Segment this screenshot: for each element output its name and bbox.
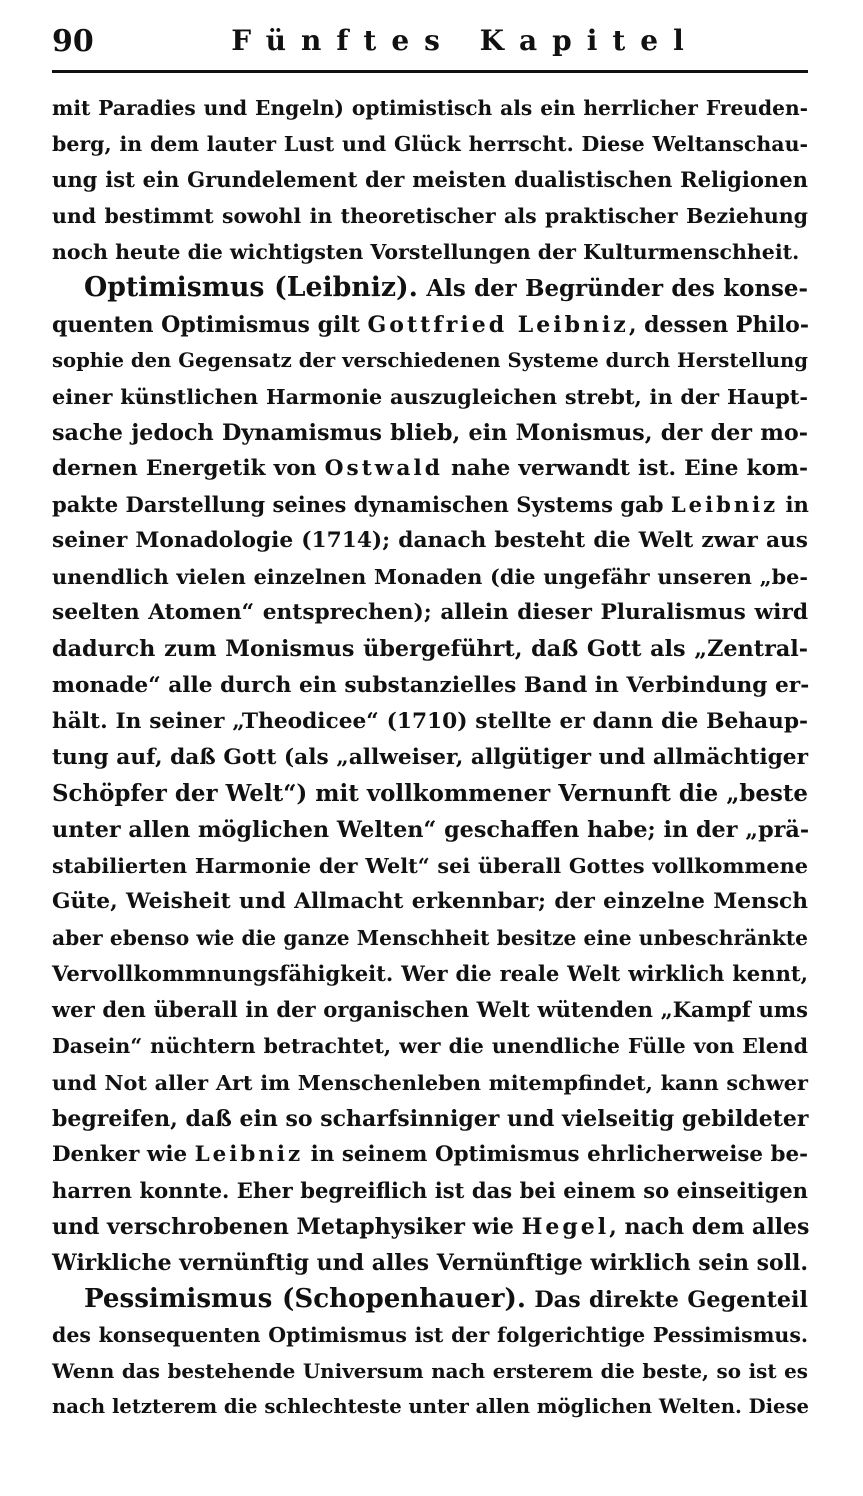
text-segment: nahe verwandt ist. Eine kom- [442, 455, 808, 481]
text-line: sophie den Gegensatz der verschiedenen Systeme durch Herstellung [52, 348, 808, 372]
text-line: seiner Monadologie (1714); danach besteht die Welt zwar aus [52, 528, 808, 554]
text-segment: quenten Optimismus gilt [52, 311, 368, 338]
person-name: Gottfried Leibniz [367, 311, 629, 338]
text-line: Dasein“ nüchtern betrachtet, wer die unendliche Fülle von Elend [52, 1034, 808, 1059]
text-segment: , dessen Philo- [628, 311, 809, 338]
text-line [52, 487, 808, 523]
text-line: aber ebenso wie die ganze Menschheit besitze eine unbeschränkte [52, 926, 808, 951]
text-line: stabilierten Harmonie der Welt“ sei überall Gottes vollkommene [52, 852, 808, 878]
text-line: tung auf, daß Gott (als „allweiser, allgütiger und allmächtiger [52, 744, 808, 770]
text-line [52, 1137, 808, 1173]
text-segment: in seinem Optimismus ehrlicherweise be- [303, 1141, 808, 1167]
section-heading-optimism: Optimismus (Leibniz). [84, 272, 418, 304]
section-heading-pessimism: Pessimismus (Schopenhauer). [84, 1283, 526, 1315]
body-text [52, 90, 808, 1425]
person-name: Leibniz [670, 492, 779, 518]
text-line: begreifen, daß ein so scharfsinniger und vielseitig gebildeter [52, 1105, 809, 1132]
text-line: hält. In seiner „Theodicee“ (1710) stellte er dann die Behaup- [52, 708, 808, 734]
text-line: seelten Atomen“ entsprechen); allein dieser Pluralismus wird [52, 600, 808, 626]
text-line: und Not aller Art im Menschenleben mitempfindet, kann schwer [52, 1069, 808, 1095]
text-line: und bestimmt sowohl in theoretischer als praktischer Beziehung [52, 204, 808, 229]
running-title: Fünftes Kapitel [231, 24, 699, 57]
text-segment: dernen Energetik von [52, 455, 325, 481]
text-line: nach letzterem die schlechteste unter allen möglichen Welten. Diese [52, 1395, 809, 1419]
text-segment: und verschrobenen Metaphysiker wie [52, 1213, 522, 1240]
text-line: mit Paradies und Engeln) optimistisch als ein herrlicher Freuden- [52, 96, 808, 120]
section-heading-line [52, 1281, 808, 1317]
text-line: Schöpfer der Welt“) mit vollkommener Vernunft die „beste [52, 779, 808, 807]
text-segment: , nach dem alles [609, 1213, 810, 1240]
text-line [52, 451, 808, 487]
text-segment: pakte Darstellung seines dynamischen Systems gab [52, 492, 671, 518]
text-line: sache jedoch Dynamismus blieb, ein Monismus, der der mo- [52, 419, 808, 446]
text-line: berg, in dem lauter Lust und Glück herrscht. Diese Weltanschau- [52, 132, 808, 157]
text-line: einer künstlichen Harmonie auszugleichen strebt, in der Haupt- [52, 383, 808, 409]
section-heading-line [52, 270, 808, 306]
text-line: unter allen möglichen Welten“ geschaffen habe; in der „prä- [52, 816, 810, 843]
text-line: dadurch zum Monismus übergeführt, daß Gott als „Zentral- [52, 636, 808, 663]
text-segment: in [778, 492, 809, 518]
text-line: unendlich vielen einzelnen Monaden (die ungefähr unseren „be- [52, 564, 808, 590]
text-line: wer den überall in der organischen Welt wütenden „Kampf ums [52, 997, 808, 1023]
text-line: Wenn das bestehende Universum nach ersterem die beste, so ist es [52, 1359, 808, 1384]
text-segment: Das direkte Gegenteil [534, 1287, 808, 1314]
text-line: monade“ alle durch ein substanzielles Band in Verbindung er- [52, 672, 810, 698]
text-line: harren konnte. Eher begreiflich ist das bei einem so einseitigen [52, 1177, 808, 1203]
text-line [52, 1209, 808, 1245]
text-line: Wirkliche vernünftig und alles Vernünftige wirklich sein soll. [52, 1250, 809, 1276]
person-name: Hegel [521, 1213, 610, 1240]
text-line: Vervollkommnungsfähigkeit. Wer die reale Welt wirklich kennt, [52, 961, 808, 987]
person-name: Leibniz [194, 1141, 304, 1167]
text-line: ung ist ein Grundelement der meisten dualistischen Religionen [52, 167, 808, 193]
text-line: Güte, Weisheit und Allmacht erkennbar; der einzelne Mensch [52, 889, 808, 915]
page-header [52, 18, 808, 73]
text-segment: Denker wie [52, 1141, 195, 1167]
person-name: Ostwald [324, 455, 443, 481]
text-segment: Als der Begründer des konse- [426, 275, 808, 303]
text-line [52, 307, 808, 343]
text-line: des konsequenten Optimismus ist der folgerichtige Pessimismus. [52, 1323, 808, 1348]
page-number: 90 [52, 24, 94, 59]
text-line: noch heute die wichtigsten Vorstellungen der Kulturmenschheit. [52, 240, 800, 265]
